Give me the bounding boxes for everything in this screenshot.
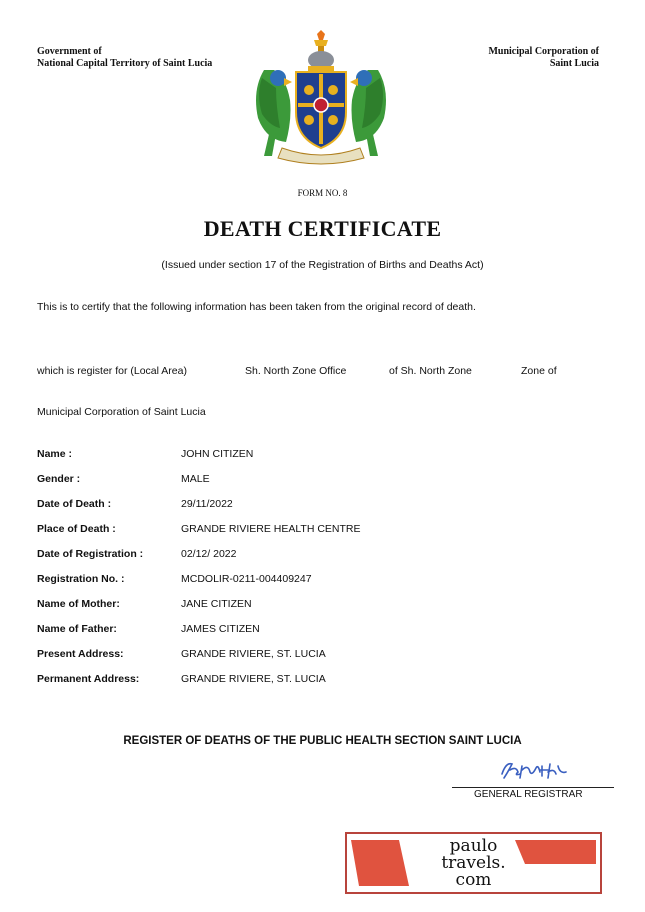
form-number: FORM NO. 8 [297,188,348,198]
detail-label: Name : [37,448,73,460]
signature-line [452,787,614,788]
detail-value: 29/11/2022 [181,498,233,510]
local-area-zone: of Sh. North Zone [389,365,472,377]
issuer-left [37,46,212,70]
detail-label: Permanent Address: [37,673,140,685]
detail-value: GRANDE RIVIERE HEALTH CENTRE [181,523,361,535]
certify-statement: This is to certify that the following information has been taken from the original record of death. [37,301,476,313]
detail-value: MCDOLIR-0211-004409247 [181,573,312,585]
detail-label: Date of Death : [37,498,112,510]
detail-label: Name of Mother: [37,598,120,610]
detail-label: Name of Father: [37,623,117,635]
detail-value: MALE [181,473,210,485]
issuer-right [488,46,599,70]
detail-label: Date of Registration : [37,548,144,560]
registrar-title: GENERAL REGISTRAR [474,789,583,800]
issuer-left-line1: Government of [37,46,102,57]
detail-value: GRANDE RIVIERE, ST. LUCIA [181,673,326,685]
detail-value: JOHN CITIZEN [181,448,254,460]
issuer-right-line2: Saint Lucia [549,58,599,69]
detail-label: Place of Death : [37,523,116,535]
detail-label: Gender : [37,473,81,485]
local-area-office: Sh. North Zone Office [245,365,347,377]
detail-label: Registration No. : [37,573,125,585]
signature-icon [496,758,576,782]
issued-under-note: (Issued under section 17 of the Registration of Births and Deaths Act) [161,259,484,271]
detail-value: JANE CITIZEN [181,598,252,610]
page-title: DEATH CERTIFICATE [203,216,442,241]
local-area-zone-of: Zone of [521,365,557,377]
detail-value: JAMES CITIZEN [181,623,260,635]
detail-value: GRANDE RIVIERE, ST. LUCIA [181,648,326,660]
detail-label: Present Address: [37,648,124,660]
detail-value: 02/12/ 2022 [181,548,237,560]
municipal-corporation: Municipal Corporation of Saint Lucia [37,406,206,418]
watermark-line2: travels. [441,853,506,873]
coat-of-arms-icon [246,30,396,165]
issuer-left-line2: National Capital Territory of Saint Lucia [37,58,213,69]
watermark-line3: com [455,870,492,890]
register-heading: REGISTER OF DEATHS OF THE PUBLIC HEALTH SECTION SAINT LUCIA [123,735,522,747]
issuer-right-line1: Municipal Corporation of [488,46,599,57]
watermark-line1: paulo [449,836,498,856]
local-area-prefix: which is register for (Local Area) [37,365,187,377]
watermark-logo [345,832,602,894]
